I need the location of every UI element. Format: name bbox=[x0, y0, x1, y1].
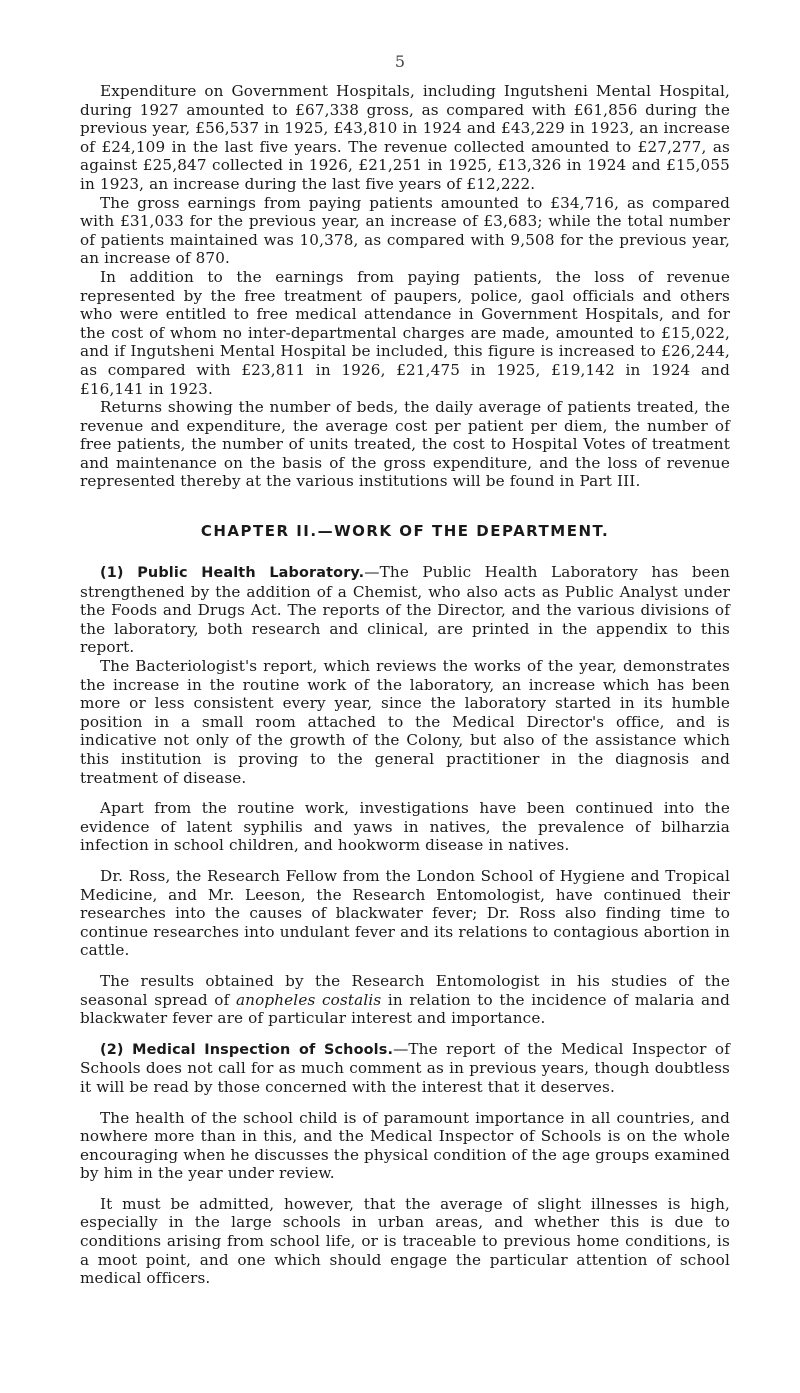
entomologist-text-start: The results obtained by the Research Entomologist in his studies of the seasonal spread of bbox=[80, 971, 730, 1009]
paragraph-paying-patients: The gross earnings from paying patients amounted to £34,716, as compared with £31,033 for the previous year, an increase of £3,683; while the total number of patients maintained was 10,378, as compared with 9,508 for the previous year, an increase of 870. bbox=[80, 193, 730, 268]
schools-intro-text: —The report of the Medical Inspector of Schools does not call for as much comment as in previous years, though doubtless it will be read by those concerned with the interest that it deserves. bbox=[80, 1039, 730, 1096]
section-heading-schools: (2) Medical Inspection of Schools. bbox=[100, 1041, 394, 1058]
paragraph-school-health: The health of the school child is of paramount importance in all countries, and nowhere more than in this, and the Medical Inspector of Schools is on the whole encouraging when he discusses the physical condition of the age groups examined by him in the year under review. bbox=[80, 1108, 731, 1183]
section-public-health-laboratory bbox=[80, 563, 730, 657]
laboratory-intro-text: —The Public Health Laboratory has been strengthened by the addition of a Chemist, who also acts as Public Analyst under the Foods and Drugs Act. The reports of the Director, and the various divisions of the laboratory, both research and clinical, are printed in the appendix to this report. bbox=[80, 563, 730, 657]
paragraph-slight-illnesses: It must be admitted, however, that the average of slight illnesses is high, especially in the large schools in urban areas, and whether this is due to conditions arising from school life, or is traceable to previous home conditions, is a moot point, and one which should engage the particular attention of school medical officers. bbox=[80, 1194, 730, 1288]
paragraph-bacteriologist: The Bacteriologist's report, which reviews the works of the year, demonstrates the increase in the routine work of the laboratory, an increase which has been more or less consistent every year, since the laboratory started in its humble position in a small room attached to the Medical Director's office, and is indicative not only of the growth of the Colony, but also of the assistance which this institution is proving to the general practitioner in the diagnosis and treatment of disease. bbox=[80, 657, 730, 787]
paragraph-hospital-expenditure: Expenditure on Government Hospitals, including Ingutsheni Mental Hospital, during 1927 amounted to £67,338 gross, as compared with £61,856 during the previous year, £56,537 in 1925, £43,810 in 1924 and £43,229 in 1923, an increase of £24,109 in the last five years. The revenue collected amounted to £27,277, as against £25,847 collected in 1926, £21,251 in 1925, £13,326 in 1924 and £15,055 in 1923, an increase during the last five years of £12,222. bbox=[80, 82, 730, 193]
page-number: 5 bbox=[394, 52, 406, 71]
paragraph-returns: Returns showing the number of beds, the daily average of patients treated, the revenue and expenditure, the average cost per patient per diem, the number of free patients, the number of units treated, the cost to Hospital Votes of treatment and maintenance on the basis of the gross expenditure, and the loss of revenue represented thereby at the various institutions will be found in Part III. bbox=[80, 398, 730, 491]
species-name: anopheles costalis bbox=[235, 990, 382, 1009]
section-heading-laboratory: (1) Public Health Laboratory. bbox=[100, 565, 365, 582]
paragraph-entomologist bbox=[80, 972, 730, 1028]
paragraph-research-fellow: Dr. Ross, the Research Fellow from the London School of Hygiene and Tropical Medicine, and Mr. Leeson, the Research Entomologist, have continued their researches into the causes of blackwater fever; Dr. Ross also finding time to continue researches into undulant fever and its relations to contagious abortion in cattle. bbox=[80, 866, 730, 960]
chapter-heading: CHAPTER II.—WORK OF THE DEPARTMENT. bbox=[200, 522, 610, 541]
entomologist-text-end: in relation to the incidence of malaria and blackwater fever are of particular interest and importance. bbox=[80, 990, 731, 1028]
paragraph-free-treatment: In addition to the earnings from paying patients, the loss of revenue represented by the free treatment of paupers, police, gaol officials and others who were entitled to free medical attendance in Government Hospitals, and for the cost of whom no inter-departmental charges are made, amounted to £15,022, and if Ingutsheni Mental Hospital be included, this figure is increased to £26,244, as compared with £23,811 in 1926, £21,475 in 1925, £19,142 in 1924 and £16,141 in 1923. bbox=[80, 267, 730, 398]
section-medical-inspection-schools bbox=[80, 1040, 730, 1097]
paragraph-investigations: Apart from the routine work, investigations have been continued into the evidence of latent syphilis and yaws in natives, the prevalence of bilharzia infection in school children, and hookworm disease in natives. bbox=[80, 799, 730, 855]
page-body bbox=[80, 82, 730, 1288]
